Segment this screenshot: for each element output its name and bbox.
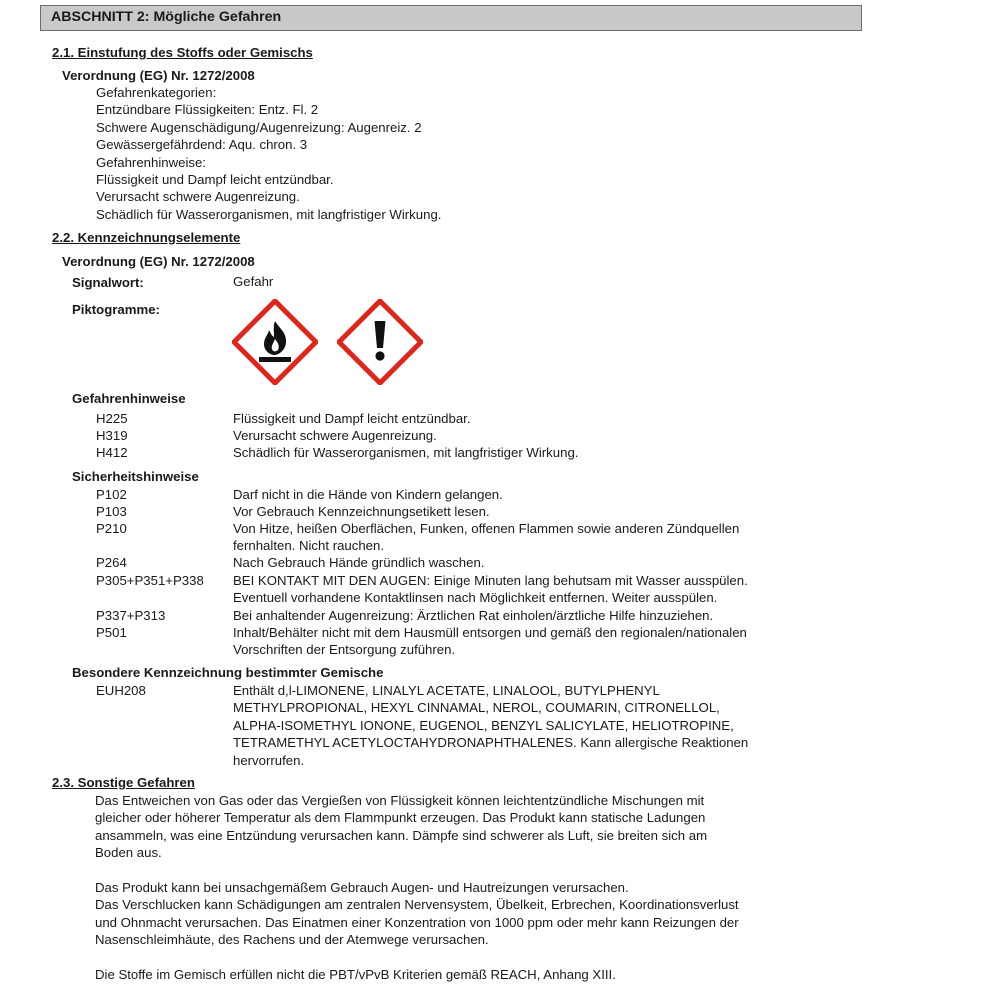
classification-line: Gewässergefährdend: Aqu. chron. 3 [96, 137, 308, 153]
precaution-text: Bei anhaltender Augenreizung: Ärztlichen Rat einholen/ärztliche Hilfe hinzuziehen. [233, 608, 714, 623]
precaution-code: P210 [96, 521, 127, 536]
other-hazards-paragraph [95, 966, 616, 983]
section-2-1-title: 2.1. Einstufung des Stoffs oder Gemischs [52, 45, 313, 60]
hazard-code: H225 [96, 411, 128, 426]
paragraph-line: Das Produkt kann bei unsachgemäßem Gebrauch Augen- und Hautreizungen verursachen. [95, 880, 629, 895]
hazard-statements-heading: Gefahrenhinweise [72, 391, 186, 406]
section-2-1-regulation: Verordnung (EG) Nr. 1272/2008 [62, 68, 255, 83]
classification-line: Gefahrenhinweise: [96, 154, 206, 170]
precaution-code: P264 [96, 555, 127, 570]
hazard-code: H412 [96, 445, 128, 460]
special-code: EUH208 [96, 683, 146, 698]
special-text: hervorrufen. [233, 752, 305, 768]
classification-line: Schädlich für Wasserorganismen, mit langfristiger Wirkung. [96, 206, 442, 222]
precaution-text: Darf nicht in die Hände von Kindern gelangen. [233, 487, 503, 502]
paragraph-line: Die Stoffe im Gemisch erfüllen nicht die PBT/vPvB Kriterien gemäß REACH, Anhang XIII. [95, 967, 616, 982]
paragraph-line: Nasenschleimhäute, des Rachens und der Atemwege verursachen. [95, 932, 489, 948]
precautionary-statements-heading: Sicherheitshinweise [72, 469, 199, 484]
classification-line: Verursacht schwere Augenreizung. [96, 189, 300, 205]
hazard-text: Flüssigkeit und Dampf leicht entzündbar. [233, 411, 471, 426]
signal-word-label: Signalwort: [72, 275, 144, 290]
classification-line: Flüssigkeit und Dampf leicht entzündbar. [96, 171, 334, 187]
classification-line: Schwere Augenschädigung/Augenreizung: Augenreiz. 2 [96, 119, 422, 135]
paragraph-line: ansammeln, was eine Entzündung verursachen kann. Dämpfe sind schwerer als Luft, sie breiten sich am [95, 827, 708, 843]
hazard-text: Schädlich für Wasserorganismen, mit langfristiger Wirkung. [233, 445, 579, 460]
other-hazards-paragraph [95, 792, 707, 862]
hazard-text: Verursacht schwere Augenreizung. [233, 428, 437, 443]
special-text: METHYLPROPIONAL, HEXYL CINNAMAL, NEROL, COUMARIN, CITRONELLOL, [233, 700, 720, 716]
section-2-3-title: 2.3. Sonstige Gefahren [52, 775, 195, 790]
flame-pictogram [232, 299, 318, 385]
section-2-2-title: 2.2. Kennzeichnungselemente [52, 230, 241, 245]
paragraph-line: gleicher oder höherer Temperatur als dem Flammpunkt erzeugen. Das Produkt kann statische Ladungen [95, 810, 706, 826]
classification-list [96, 84, 441, 223]
precaution-code: P102 [96, 487, 127, 502]
paragraph-line: und Ohnmacht verursachen. Das Einatmen einer Konzentration von 1000 ppm oder mehr kann Reizungen der [95, 914, 739, 930]
precaution-text: Inhalt/Behälter nicht mit dem Hausmüll entsorgen und gemäß den regionalen/nationalen [233, 625, 747, 640]
precaution-text: Eventuell vorhandene Kontaktlinsen nach Möglichkeit entfernen. Weiter ausspülen. [233, 590, 718, 606]
precaution-code: P103 [96, 504, 127, 519]
precaution-text: Nach Gebrauch Hände gründlich waschen. [233, 555, 485, 570]
section-2-2-regulation: Verordnung (EG) Nr. 1272/2008 [62, 254, 255, 269]
exclamation-pictogram [337, 299, 423, 385]
special-text: ALPHA-ISOMETHYL IONONE, EUGENOL, BENZYL SALICYLATE, HELIOTROPINE, [233, 717, 734, 733]
paragraph-line: Das Verschlucken kann Schädigungen am zentralen Nervensystem, Übelkeit, Erbrechen, Koordinationsverlust [95, 897, 739, 913]
precaution-text: Vor Gebrauch Kennzeichnungsetikett lesen. [233, 504, 490, 519]
precaution-text: Vorschriften der Entsorgung zuführen. [233, 642, 456, 658]
classification-line: Gefahrenkategorien: [96, 85, 217, 100]
special-text: Enthält d,l-LIMONENE, LINALYL ACETATE, LINALOOL, BUTYLPHENYL [233, 683, 660, 698]
classification-line: Entzündbare Flüssigkeiten: Entz. Fl. 2 [96, 102, 319, 118]
precaution-code: P337+P313 [96, 608, 166, 623]
precaution-text: Von Hitze, heißen Oberflächen, Funken, offenen Flammen sowie anderen Zündquellen [233, 521, 740, 536]
special-labelling-heading: Besondere Kennzeichnung bestimmter Gemische [72, 665, 384, 680]
hazard-code: H319 [96, 428, 128, 443]
section-header: ABSCHNITT 2: Mögliche Gefahren [40, 5, 862, 31]
signal-word-value: Gefahr [233, 274, 274, 289]
pictograms-label: Piktogramme: [72, 302, 160, 317]
precaution-text: fernhalten. Nicht rauchen. [233, 538, 385, 554]
precaution-code: P501 [96, 625, 127, 640]
paragraph-line: Boden aus. [95, 845, 162, 861]
paragraph-line: Das Entweichen von Gas oder das Vergießen von Flüssigkeit können leichtentzündliche Mischungen mit [95, 793, 705, 808]
precaution-text: BEI KONTAKT MIT DEN AUGEN: Einige Minuten lang behutsam mit Wasser ausspülen. [233, 573, 748, 588]
precaution-code: P305+P351+P338 [96, 573, 204, 588]
other-hazards-paragraph [95, 879, 739, 949]
special-text: TETRAMETHYL ACETYLOCTAHYDRONAPHTHALENES. Kann allergische Reaktionen [233, 735, 749, 751]
